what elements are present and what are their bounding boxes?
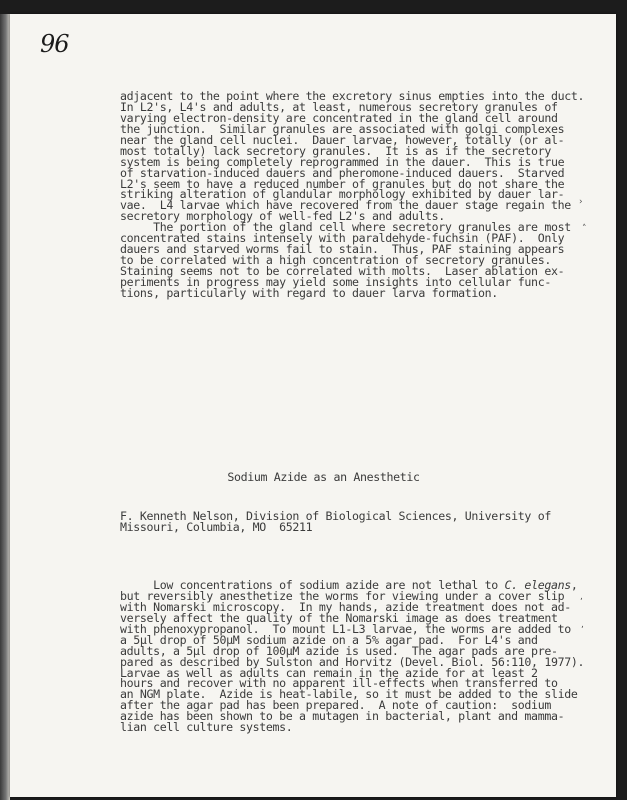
species-name: C. elegans — [504, 578, 571, 592]
margin-mark: ˄ — [582, 224, 587, 234]
section2-author — [120, 511, 551, 533]
margin-mark: , — [580, 592, 583, 602]
text-line: an NGM plate. Azide is heat-labile, so it must be added to the slide — [120, 687, 578, 702]
text-line: striking alteration of glandular morphology exhibited by dauer lar- — [120, 187, 565, 202]
text-line: but reversibly anesthetize the worms for viewing under a cover slip — [120, 588, 565, 603]
section2-body — [120, 580, 584, 733]
text-line: most totally) lack secretory granules. It is as if the secretory — [120, 143, 551, 158]
text-line: adjacent to the point where the excretory sinus empties into the duct. — [120, 89, 585, 103]
handwritten-page-number: 96 — [40, 30, 69, 58]
text-line: versely affect the quality of the Nomarski image as does treatment — [120, 610, 558, 625]
text-line: of starvation-induced dauers and pheromone-induced dauers. Starved — [120, 165, 565, 180]
text-line: In L2's, L4's and adults, at least, numerous secretory granules of — [120, 99, 558, 114]
text-line: F. Kenneth Nelson, Division of Biological Sciences, University of — [120, 509, 551, 523]
text-line: azide has been shown to be a mutagen in bacterial, plant and mamma- — [120, 709, 565, 724]
text-line: a 5µl drop of 50µM sodium azide on a 5% agar pad. For L4's and — [120, 632, 538, 647]
document-page — [10, 14, 616, 797]
text-line: the junction. Similar granules are associated with golgi complexes — [120, 121, 565, 136]
text-line: system is being completely reprogrammed in the dauer. This is true — [120, 154, 565, 169]
text-line: varying electron-density are concentrated in the gland cell around — [120, 110, 558, 125]
text-line: tions, particularly with regard to dauer larva formation. — [120, 285, 498, 300]
text-line: Staining seems not to be correlated with molts. Laser ablation ex- — [120, 264, 565, 278]
section1-body — [120, 91, 584, 299]
text-line: vae. L4 larvae which have recovered from the dauer stage regain the — [120, 198, 571, 213]
margin-mark: › — [579, 197, 583, 207]
text-line: near the gland cell nuclei. Dauer larvae, however, totally (or al- — [120, 132, 565, 147]
text-line: periments in progress may yield some insights into cellular func- — [120, 274, 551, 289]
text-line: hours and recover with no apparent ill-effects when transferred to — [120, 676, 558, 691]
text-line: after the agar pad has been prepared. A note of caution: sodium — [120, 698, 551, 713]
text-line: lian cell culture systems. — [120, 720, 293, 735]
text-line: secretory morphology of well-fed L2's and adults. — [120, 209, 445, 224]
text-line: Larvae as well as adults can remain in the azide for at least 2 — [120, 665, 538, 680]
text-line: to be correlated with a high concentration of secretory granules. — [120, 253, 551, 268]
text-line: concentrated stains intensely with paraldehyde-fuchsin (PAF). Only — [120, 231, 565, 246]
text-line: adults, a 5µl drop of 100µM azide is used. The agar pads are pre- — [120, 643, 558, 658]
text-line: with Nomarski microscopy. In my hands, azide treatment does not ad- — [120, 599, 571, 614]
text-line: dauers and starved worms fail to stain. Thus, PAF staining appears — [120, 242, 565, 257]
section2-title: Sodium Azide as an Anesthetic — [227, 470, 420, 484]
text-line: The portion of the gland cell where secretory granules are most — [120, 220, 571, 235]
text-line: pared as described by Sulston and Horvitz (Devel. Biol. 56:110, 1977). — [120, 654, 585, 669]
margin-mark: , — [581, 620, 584, 630]
text-line: Low concentrations of sodium azide are not lethal to C. elegans, — [120, 578, 578, 592]
text-line: with phenoxypropanol. To mount L1-L3 larvae, the worms are added to — [120, 621, 571, 636]
text-line: Missouri, Columbia, MO 65211 — [120, 519, 313, 534]
scan-edge — [0, 14, 10, 800]
text-line: L2's seem to have a reduced number of granules but do not share the — [120, 176, 565, 191]
